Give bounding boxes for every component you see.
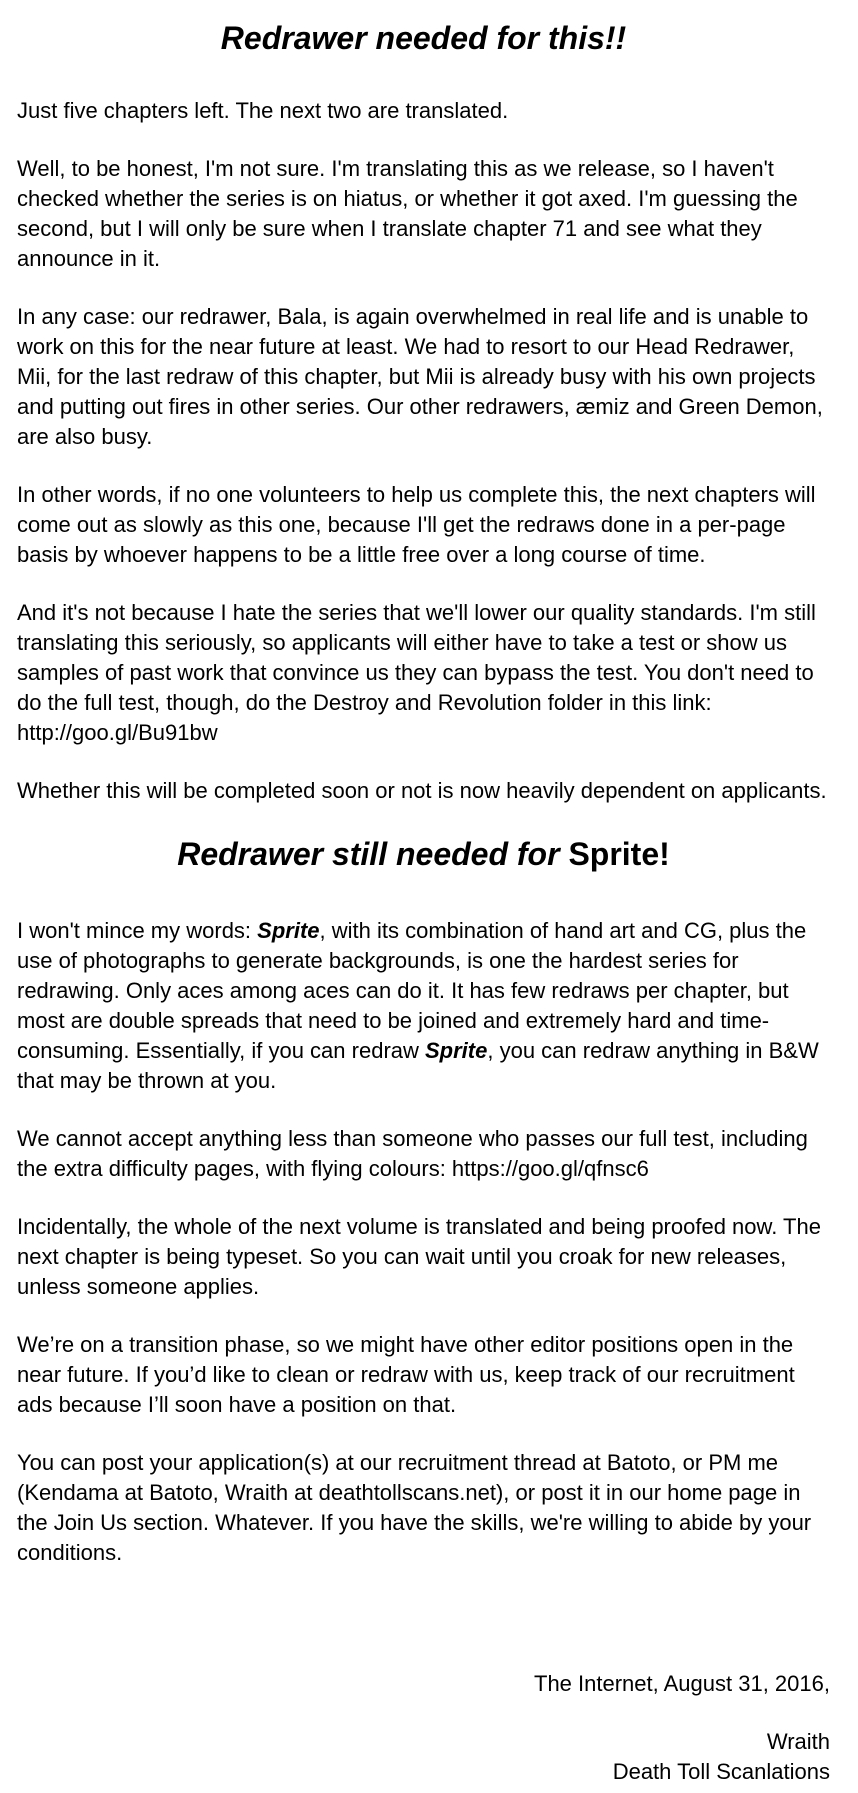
paragraph-sprite-difficulty — [17, 916, 830, 1096]
sprite-series-name: Sprite — [425, 1038, 488, 1063]
heading-redrawer-needed: Redrawer needed for this!! — [220, 20, 627, 56]
paragraph-how-to-apply: You can post your application(s) at our recruitment thread at Batoto, or PM me (Kendama at Batoto, Wraith at deathtollscans.net), or post it in our home page in the Join Us section. Whatever. If you have the skills, we're willing to abide by your conditions. — [17, 1450, 812, 1565]
dateline: The Internet, August 31, 2016, — [534, 1671, 830, 1696]
paragraph-transition-phase: We’re on a transition phase, so we might have other editor positions open in the near future. If you’d like to clean or redraw with us, keep track of our recruitment ads because I’ll soon have a position on that. — [17, 1332, 795, 1417]
paragraph-chapters-left: Just five chapters left. The next two are translated. — [17, 98, 509, 123]
paragraph-test-info — [17, 598, 830, 748]
paragraph-full-test-text: We cannot accept anything less than someone who passes our full test, including the extra difficulty pages, with flying colours: — [17, 1126, 808, 1181]
signature-group: Death Toll Scanlations — [612, 1759, 830, 1784]
heading-redrawer-sprite-italic-text: Redrawer still needed for — [177, 836, 569, 872]
heading-sprite-title-text: Sprite! — [568, 836, 670, 872]
signoff-block — [17, 1669, 830, 1787]
test-folder-link-url: http://goo.gl/Bu91bw — [17, 720, 218, 745]
sprite-paragraph-text-c: , you can redraw anything in B&W that may be thrown at you. — [17, 1038, 819, 1093]
full-test-link-url: https://goo.gl/qfnsc6 — [451, 1156, 649, 1181]
sprite-paragraph-text-a: I won't mince my words: — [17, 918, 258, 943]
paragraph-redrawer-situation: In any case: our redrawer, Bala, is again overwhelmed in real life and is unable to work on this for the near future at least. We had to resort to our Head Redrawer, Mii, for the last redraw of this chapter, but Mii is already busy with his own projects and putting out fires in other series. Our other redrawers, æmiz and Green Demon, are also busy. — [17, 304, 823, 449]
sprite-series-name: Sprite — [257, 918, 320, 943]
heading-redrawer-sprite — [17, 834, 830, 874]
paragraph-next-volume-status: Incidentally, the whole of the next volume is translated and being proofed now. The next chapter is being typeset. So you can wait until you croak for new releases, unless someone applies. — [17, 1214, 821, 1299]
sprite-paragraph-text-b: , with its combination of hand art and CG, plus the use of photographs to generate backgrounds, is one the hardest series for redrawing. Only aces among aces can do it. It has few redraws per chapter, but most are double spreads that need to be joined and extremely hard and time-consuming. Essentially, if you can redraw — [17, 918, 807, 1063]
paragraph-test-info-text: And it's not because I hate the series that we'll lower our quality standards. I'm still translating this seriously, so applicants will either have to take a test or show us samples of past work that convince us they can bypass the test. You don't need to do the full test, though, do the Destroy and Revolution folder in this link: — [17, 600, 816, 715]
paragraph-dependent-on-applicants: Whether this will be completed soon or not is now heavily dependent on applicants. — [17, 778, 827, 803]
signature-author: Wraith — [766, 1729, 830, 1754]
paragraph-full-test-requirement — [17, 1124, 830, 1184]
paragraph-series-status: Well, to be honest, I'm not sure. I'm translating this as we release, so I haven't checked whether the series is on hiatus, or whether it got axed. I'm guessing the second, but I will only be sure when I translate chapter 71 and see what they announce in it. — [17, 156, 798, 271]
paragraph-release-speed: In other words, if no one volunteers to help us complete this, the next chapters will come out as slowly as this one, because I'll get the redraws done in a per-page basis by whoever happens to be a little free over a long course of time. — [17, 482, 816, 567]
